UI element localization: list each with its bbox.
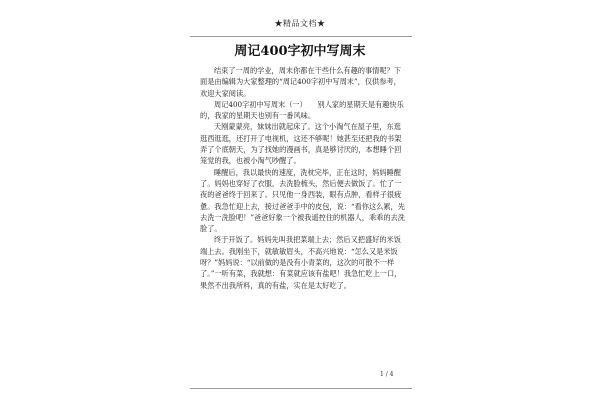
paragraph: 终于开饭了。妈妈先叫我把菜端上去；然后又把盛好的米饭端上去。我刚坐下，就敏敏眉头，不高兴地说：“怎么又是米饭呀？”妈妈说：“以前做的是没有小青菜的，这次的可散不一样了。”一听有菜，我就想：有菜就应该有盐吧！我急忙吃上一口，果然不出我所料，真的有盐，实在是太好吃了。 <box>200 235 402 290</box>
paragraph: 结束了一周的学业，周末你都在干些什么有趣的事情呢？下面是由编辑为大家整理的“周记400字初中写周末”，仅供参考，欢迎大家阅读。 <box>200 66 401 98</box>
document-body <box>200 65 406 291</box>
page-number: 1 / 4 <box>380 371 394 378</box>
footer-rule <box>190 388 412 389</box>
header-rule <box>190 36 412 37</box>
header-label: ★精品文档★ <box>274 19 326 28</box>
page-title: 周记400字初中写周末 <box>234 44 366 59</box>
paragraph: 睡醒后，我以最快的速度，洗枕完毕，正在这时，妈妈睡醒了。妈妈也穿好了衣服，去洗脸梳头，然后便去做饭了。忙了一夜的爸爸终于回来了。只见他一身西装，眼有点肿，看样子很疲惫。我急忙迎上去，接过爸爸手中的皮包，说：“看你这么累，先去洗一洗脸吧！”爸爸好象一个被我遥控住的机器人，乖乖的去洗脸了。 <box>200 167 405 234</box>
paragraph: 天刚蒙蒙亮，妹妹出就起床了。这个小淘气在屋子里，东逛逛西逛逛，还打开了电视机，这还不够呢！她甚至还把我的书架弄了个底朝天，为了找她的漫画书，真是够讨厌的，本想睡个回笼觉的我，也被小淘气吵醒了。 <box>200 122 402 166</box>
paragraph: 周记400字初中写周末（一） 别人家的星期天是有趣快乐的，我家的星期天也别有一番风味。 <box>200 99 404 121</box>
